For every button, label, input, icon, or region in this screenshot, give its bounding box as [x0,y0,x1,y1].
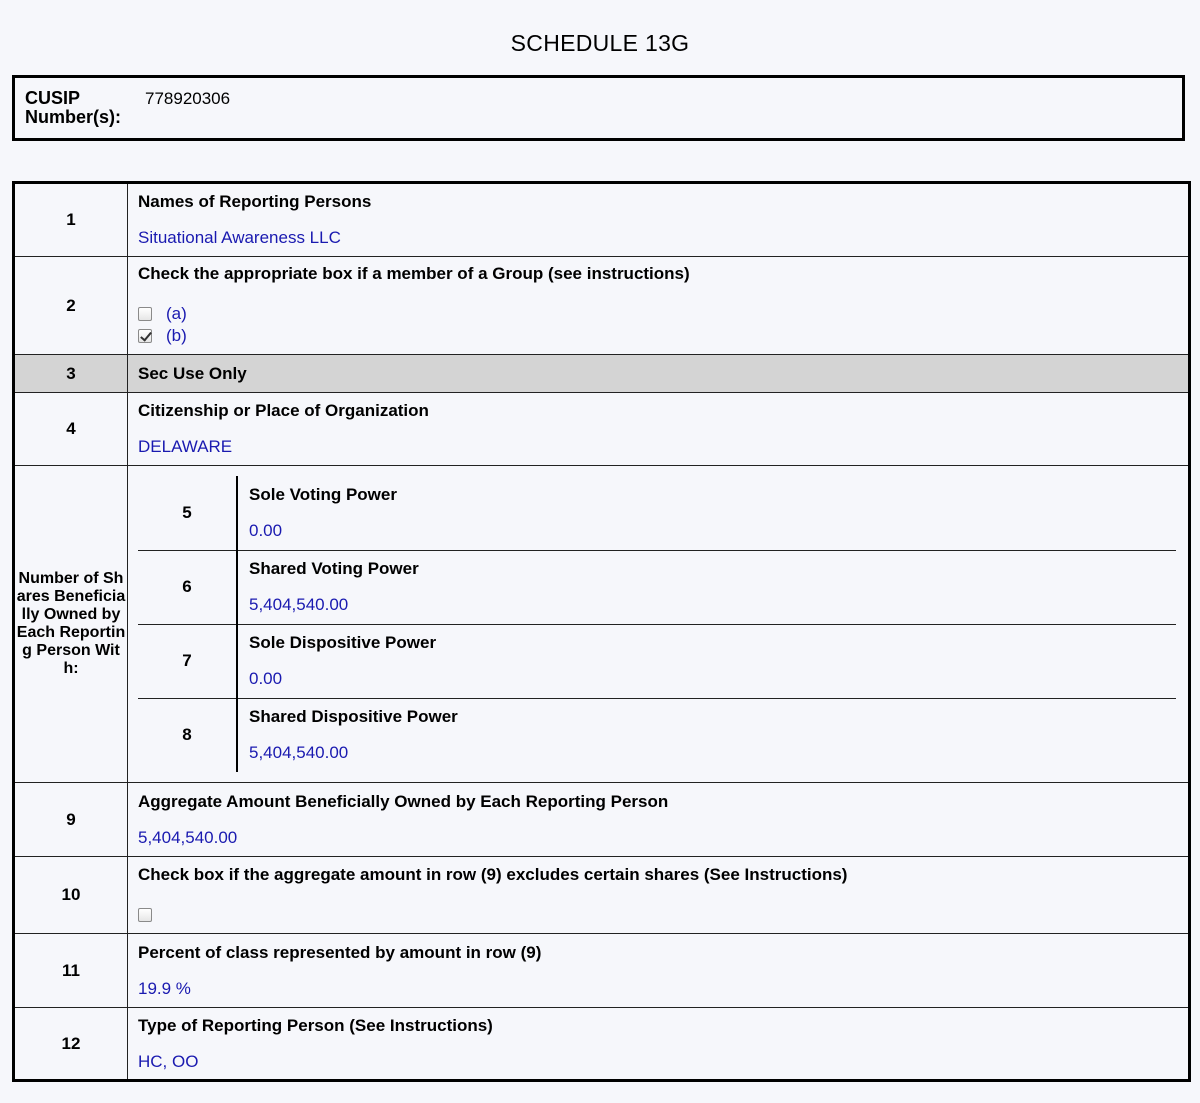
row-7 [138,624,1176,698]
row-number: 6 [138,550,237,624]
row-content [237,624,1176,698]
row-content [128,393,1190,466]
row-label-aggregate-amount: Aggregate Amount Beneficially Owned by Each Reporting Person [138,791,669,811]
row-2 [14,257,1190,355]
row-shares-owned [14,466,1190,783]
row-number: 11 [14,934,128,1008]
row-number: 10 [14,857,128,934]
group-checkbox-list [138,303,1178,347]
percent-of-class-value: 19.9 % [138,978,191,998]
shared-dispositive-power-value: 5,404,540.00 [249,743,349,763]
row-number: 5 [138,476,237,550]
row-label-citizenship: Citizenship or Place of Organization [138,401,429,420]
row-number: 2 [14,257,128,355]
sole-dispositive-power-value: 0.00 [249,669,283,688]
group-option-a [138,303,1178,325]
row-label-sole-voting-power: Sole Voting Power [249,484,397,504]
row-label-reporting-persons: Names of Reporting Persons [138,192,372,211]
row-label-shared-voting-power: Shared Voting Power [249,559,419,578]
cusip-label [25,89,121,127]
row-12 [14,1008,1190,1081]
reporting-person-name: Situational Awareness LLC [138,228,341,247]
row-label-group-membership: Check the appropriate box if a member of a Group (see instructions) [138,264,690,283]
row-content [237,698,1176,772]
row-number: 3 [14,355,128,393]
shares-owned-content [128,466,1190,783]
cover-page-table [12,181,1191,1082]
sole-voting-power-value: 0.00 [249,520,283,540]
row-label-excludes-shares: Check box if the aggregate amount in row (9) excludes certain shares (See Instructions) [138,864,848,884]
shares-power-table [138,476,1176,772]
row-8 [138,698,1176,772]
row-label-shared-dispositive-power: Shared Dispositive Power [249,707,458,727]
cusip-box [12,75,1185,141]
shares-owned-label: Number of Shares Beneficially Owned by Each Reporting Person With: [14,466,128,783]
cusip-value: 778920306 [145,89,231,108]
row-number: 8 [138,698,237,772]
row-content [128,257,1190,355]
row-content [128,183,1190,257]
reporting-person-type-value: HC, OO [138,1051,199,1071]
row-content [237,550,1176,624]
row-label-percent-of-class: Percent of class represented by amount in row (9) [138,942,542,962]
row-label-sole-dispositive-power: Sole Dispositive Power [249,633,437,652]
group-b-label: (b) [166,326,187,345]
row-content [128,934,1190,1008]
shared-voting-power-value: 5,404,540.00 [249,595,349,614]
row-number: 1 [14,183,128,257]
row-content [128,857,1190,934]
citizenship-value: DELAWARE [138,437,233,456]
aggregate-amount-value: 5,404,540.00 [138,827,238,847]
row-content [237,476,1176,550]
row-11 [14,934,1190,1008]
excludes-shares-checkbox[interactable] [138,908,152,922]
row-content [128,1008,1190,1081]
row-number: 7 [138,624,237,698]
page-title: SCHEDULE 13G [510,30,690,56]
row-number: 12 [14,1008,128,1081]
row-6 [138,550,1176,624]
row-content [128,355,1190,393]
row-3 [14,355,1190,393]
row-1 [14,183,1190,257]
row-4 [14,393,1190,466]
group-a-label: (a) [166,304,187,323]
row-9 [14,783,1190,857]
cusip-label-line1: CUSIP [25,88,81,108]
group-a-checkbox[interactable] [138,307,152,321]
row-number: 9 [14,783,128,857]
row-5 [138,476,1176,550]
row-content [128,783,1190,857]
row-10 [14,857,1190,934]
group-b-checkbox[interactable] [138,329,152,343]
cusip-label-line2: Number(s): [25,107,122,127]
excludes-shares-option [138,904,1178,926]
row-label-sec-use-only: Sec Use Only [138,363,247,383]
row-number: 4 [14,393,128,466]
group-option-b [138,325,1178,347]
row-label-reporting-person-type: Type of Reporting Person (See Instructions) [138,1015,493,1035]
